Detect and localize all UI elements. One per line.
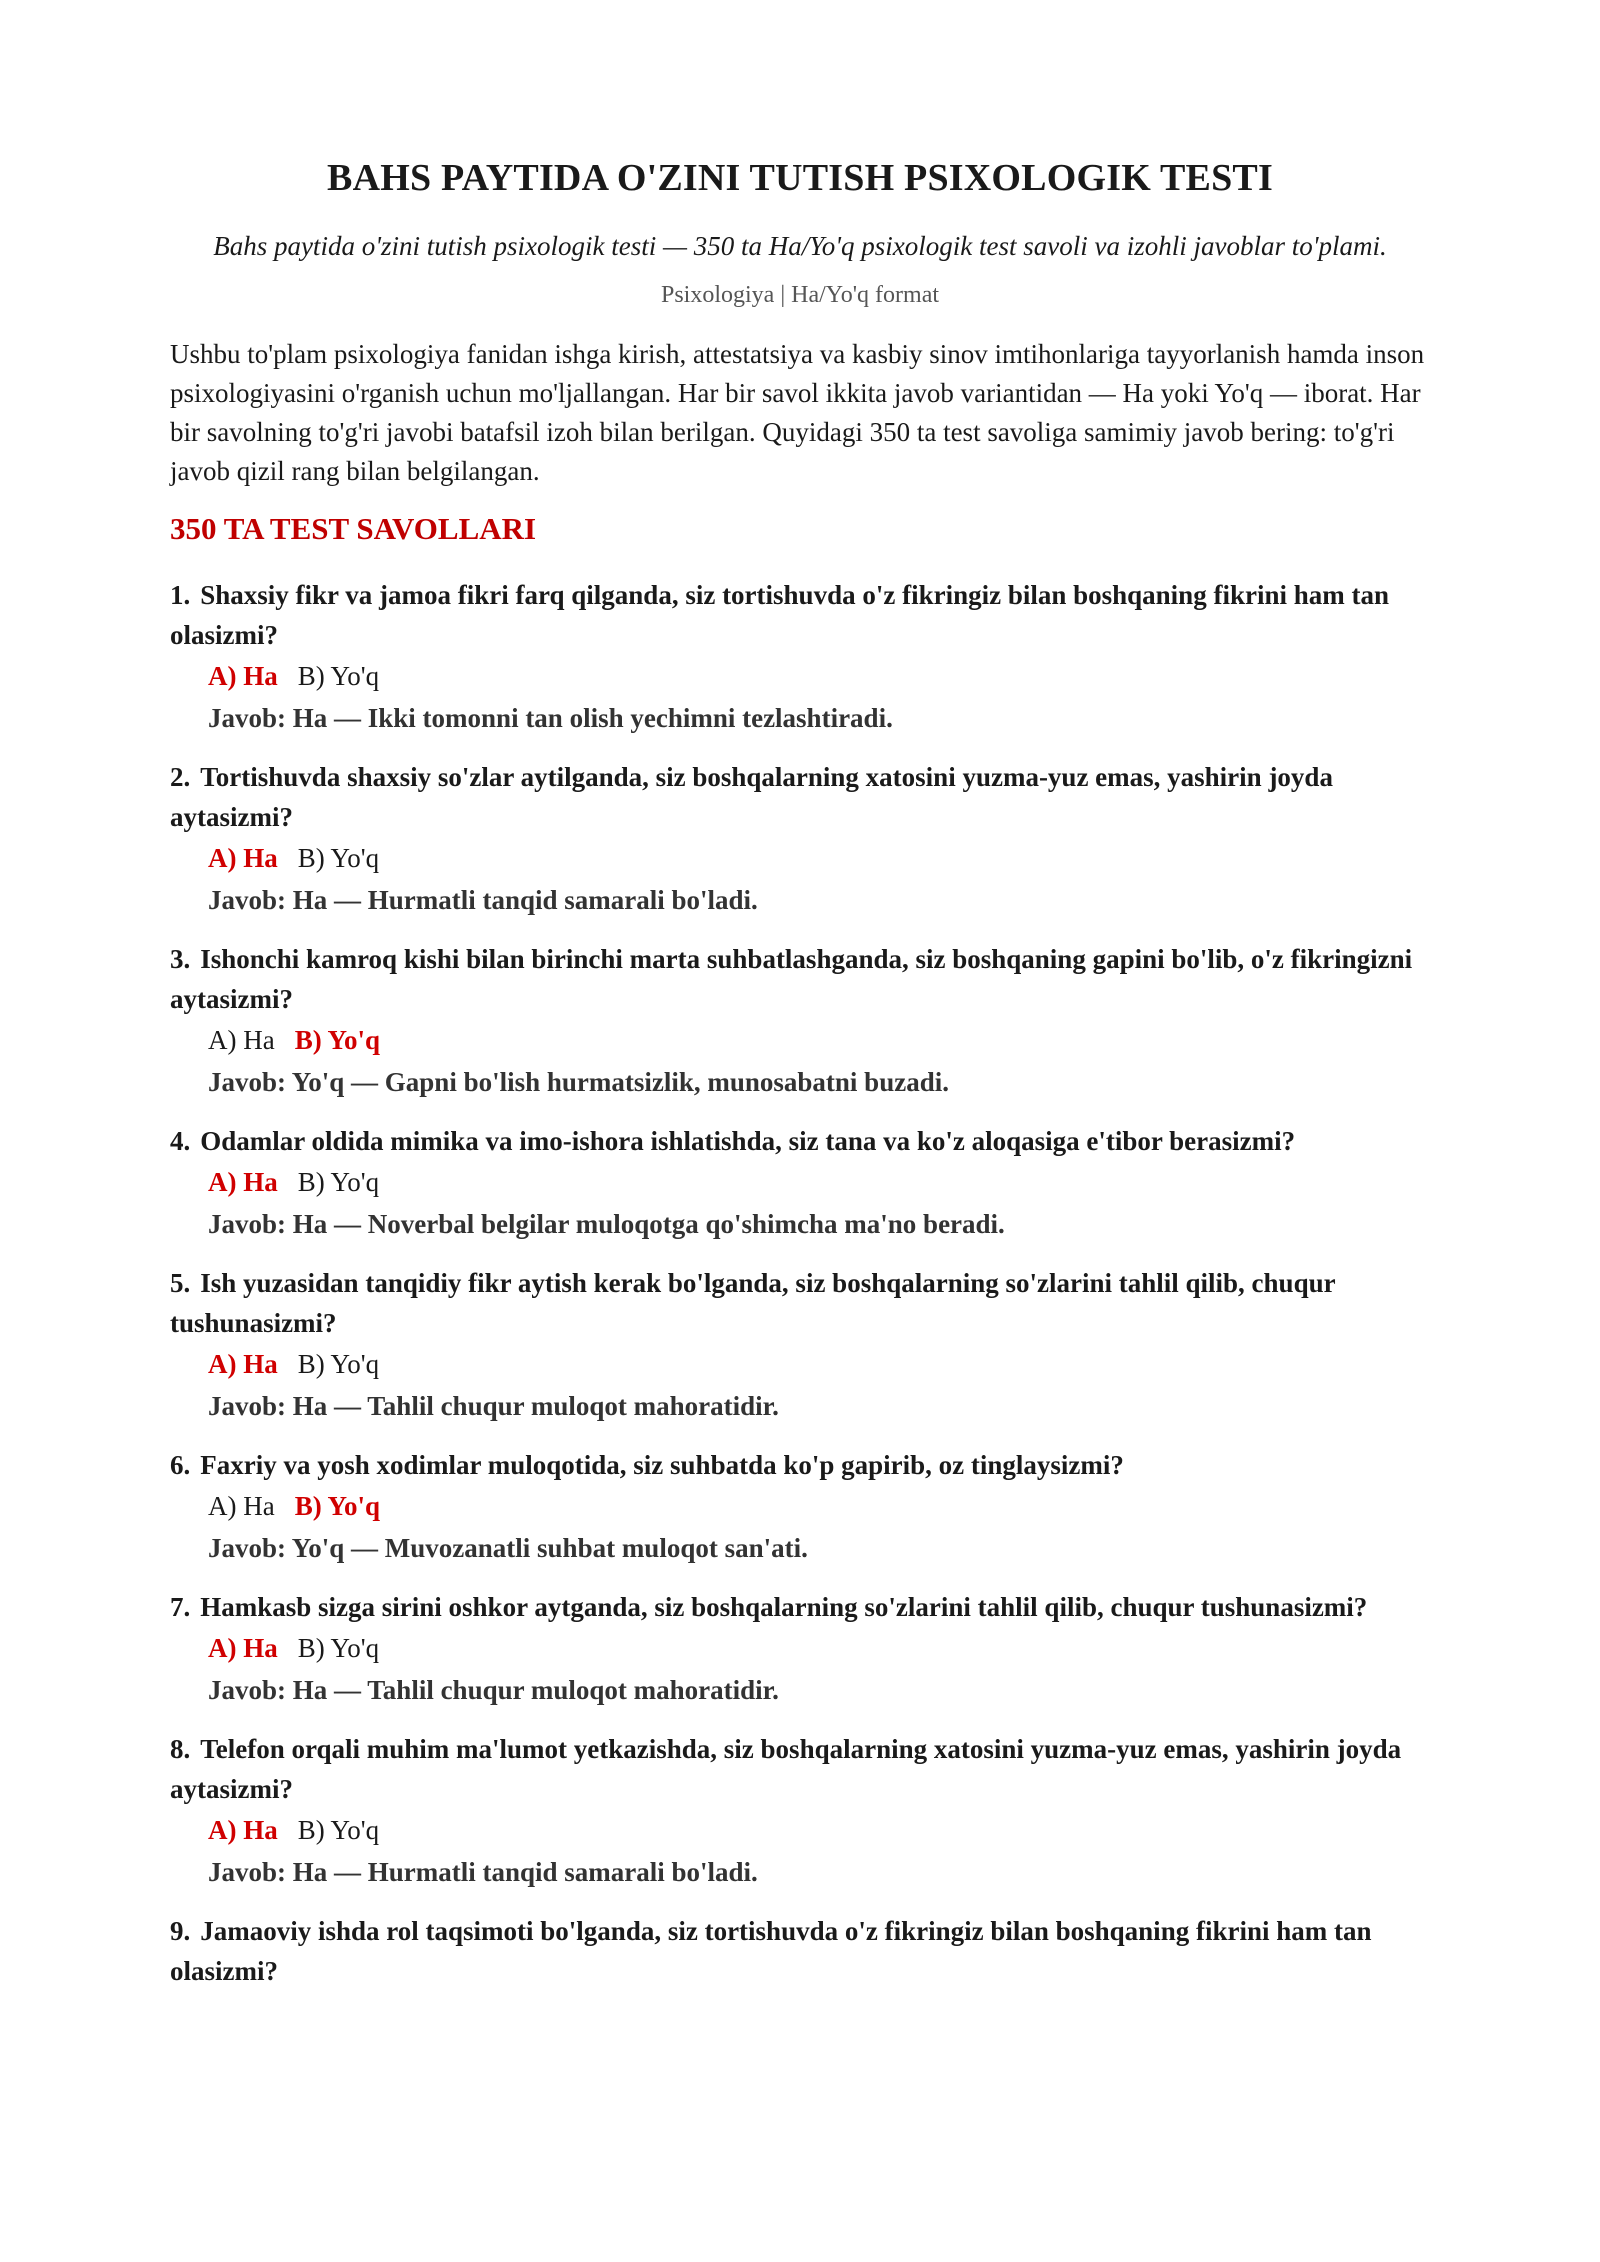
option-a: A) Ha	[208, 1349, 278, 1379]
question-text	[170, 1729, 1430, 1809]
question-body: Jamaoviy ishda rol taqsimoti bo'lganda, siz tortishuvda o'z fikringiz bilan boshqaning fikrini ham tan olasizmi?	[170, 1916, 1372, 1986]
answer-options	[170, 1809, 1430, 1851]
answer-explanation: Javob: Ha — Hurmatli tanqid samarali bo'ladi.	[208, 1857, 758, 1887]
question-item	[170, 757, 1430, 921]
document-title: BAHS PAYTIDA O'ZINI TUTISH PSIXOLOGIK TESTI	[327, 157, 1273, 199]
option-a: A) Ha	[208, 661, 278, 691]
question-number: 7.	[170, 1592, 191, 1622]
question-item	[170, 1121, 1430, 1245]
option-b: B) Yo'q	[297, 1349, 380, 1379]
answer-options	[170, 1627, 1430, 1669]
option-b: B) Yo'q	[294, 1491, 381, 1521]
option-b: B) Yo'q	[294, 1025, 381, 1055]
option-a: A) Ha	[208, 1815, 278, 1845]
option-a: A) Ha	[208, 843, 278, 873]
answer-options	[170, 1485, 1430, 1527]
question-text	[170, 757, 1430, 837]
question-body: Ishonchi kamroq kishi bilan birinchi marta suhbatlashganda, siz boshqaning gapini bo'lib, o'z fikringizni aytasizmi?	[170, 944, 1413, 1014]
option-b: B) Yo'q	[297, 843, 380, 873]
question-number: 2.	[170, 762, 191, 792]
question-list	[170, 575, 1430, 1991]
question-item	[170, 1263, 1430, 1427]
section-heading: 350 TA TEST SAVOLLARI	[170, 511, 537, 546]
answer-explanation: Javob: Ha — Tahlil chuqur muloqot mahoratidir.	[208, 1391, 779, 1421]
option-b: B) Yo'q	[297, 1167, 380, 1197]
question-text	[170, 1121, 1430, 1161]
answer-explanation: Javob: Yo'q — Muvozanatli suhbat muloqot san'ati.	[208, 1533, 808, 1563]
answer-options	[170, 1019, 1430, 1061]
question-item	[170, 1445, 1430, 1569]
answer-explanation: Javob: Ha — Tahlil chuqur muloqot mahoratidir.	[208, 1675, 779, 1705]
question-item	[170, 1587, 1430, 1711]
question-body: Telefon orqali muhim ma'lumot yetkazishda, siz boshqalarning xatosini yuzma-yuz emas, yashirin joyda aytasizmi?	[170, 1734, 1402, 1804]
question-item	[170, 939, 1430, 1103]
answer-explanation: Javob: Ha — Noverbal belgilar muloqotga qo'shimcha ma'no beradi.	[208, 1209, 1005, 1239]
option-a: A) Ha	[208, 1491, 275, 1521]
answer-explanation: Javob: Ha — Ikki tomonni tan olish yechimni tezlashtiradi.	[208, 703, 893, 733]
question-number: 4.	[170, 1126, 191, 1156]
category-meta: Psixologiya | Ha/Yo'q format	[660, 282, 940, 308]
question-item	[170, 1911, 1430, 1991]
answer-options	[170, 655, 1430, 697]
question-text	[170, 575, 1430, 655]
question-text	[170, 1587, 1430, 1627]
question-number: 3.	[170, 944, 191, 974]
question-number: 8.	[170, 1734, 191, 1764]
question-text	[170, 1263, 1430, 1343]
option-b: B) Yo'q	[297, 1633, 380, 1663]
question-body: Ish yuzasidan tanqidiy fikr aytish kerak bo'lganda, siz boshqalarning so'zlarini tahlil qilib, chuqur tushunasizmi?	[170, 1268, 1336, 1338]
document-subtitle: Bahs paytida o'zini tutish psixologik testi — 350 ta Ha/Yo'q psixologik test savoli va izohli javoblar to'plami.	[213, 231, 1387, 261]
question-number: 6.	[170, 1450, 191, 1480]
option-a: A) Ha	[208, 1633, 278, 1663]
answer-options	[170, 837, 1430, 879]
question-text	[170, 1445, 1430, 1485]
intro-paragraph: Ushbu to'plam psixologiya fanidan ishga kirish, attestatsiya va kasbiy sinov imtihonlariga tayyorlanish hamda inson psixologiyasini o'rganish uchun mo'ljallangan. Har bir savol ikkita javob variantidan — Ha yoki Yo'q — iborat. Har bir savolning to'g'ri javobi batafsil izoh bilan berilgan. Quyidagi 350 ta test savoliga samimiy javob bering: to'g'ri javob qizil rang bilan belgilangan.	[170, 339, 1425, 486]
question-body: Odamlar oldida mimika va imo-ishora ishlatishda, siz tana va ko'z aloqasiga e'tibor berasizmi?	[200, 1126, 1296, 1156]
option-a: A) Ha	[208, 1025, 275, 1055]
question-text	[170, 1911, 1430, 1991]
answer-options	[170, 1343, 1430, 1385]
question-body: Hamkasb sizga sirini oshkor aytganda, siz boshqalarning so'zlarini tahlil qilib, chuqur tushunasizmi?	[200, 1592, 1368, 1622]
question-item	[170, 575, 1430, 739]
option-b: B) Yo'q	[297, 1815, 380, 1845]
question-body: Shaxsiy fikr va jamoa fikri farq qilganda, siz tortishuvda o'z fikringiz bilan boshqaning fikrini ham tan olasizmi?	[170, 580, 1389, 650]
option-b: B) Yo'q	[297, 661, 380, 691]
question-text	[170, 939, 1430, 1019]
question-number: 5.	[170, 1268, 191, 1298]
question-body: Tortishuvda shaxsiy so'zlar aytilganda, siz boshqalarning xatosini yuzma-yuz emas, yashirin joyda aytasizmi?	[170, 762, 1333, 832]
answer-explanation: Javob: Yo'q — Gapni bo'lish hurmatsizlik, munosabatni buzadi.	[208, 1067, 949, 1097]
option-a: A) Ha	[208, 1167, 278, 1197]
question-number: 1.	[170, 580, 191, 610]
question-item	[170, 1729, 1430, 1893]
question-body: Faxriy va yosh xodimlar muloqotida, siz suhbatda ko'p gapirib, oz tinglaysizmi?	[200, 1450, 1124, 1480]
answer-options	[170, 1161, 1430, 1203]
answer-explanation: Javob: Ha — Hurmatli tanqid samarali bo'ladi.	[208, 885, 758, 915]
question-number: 9.	[170, 1916, 191, 1946]
